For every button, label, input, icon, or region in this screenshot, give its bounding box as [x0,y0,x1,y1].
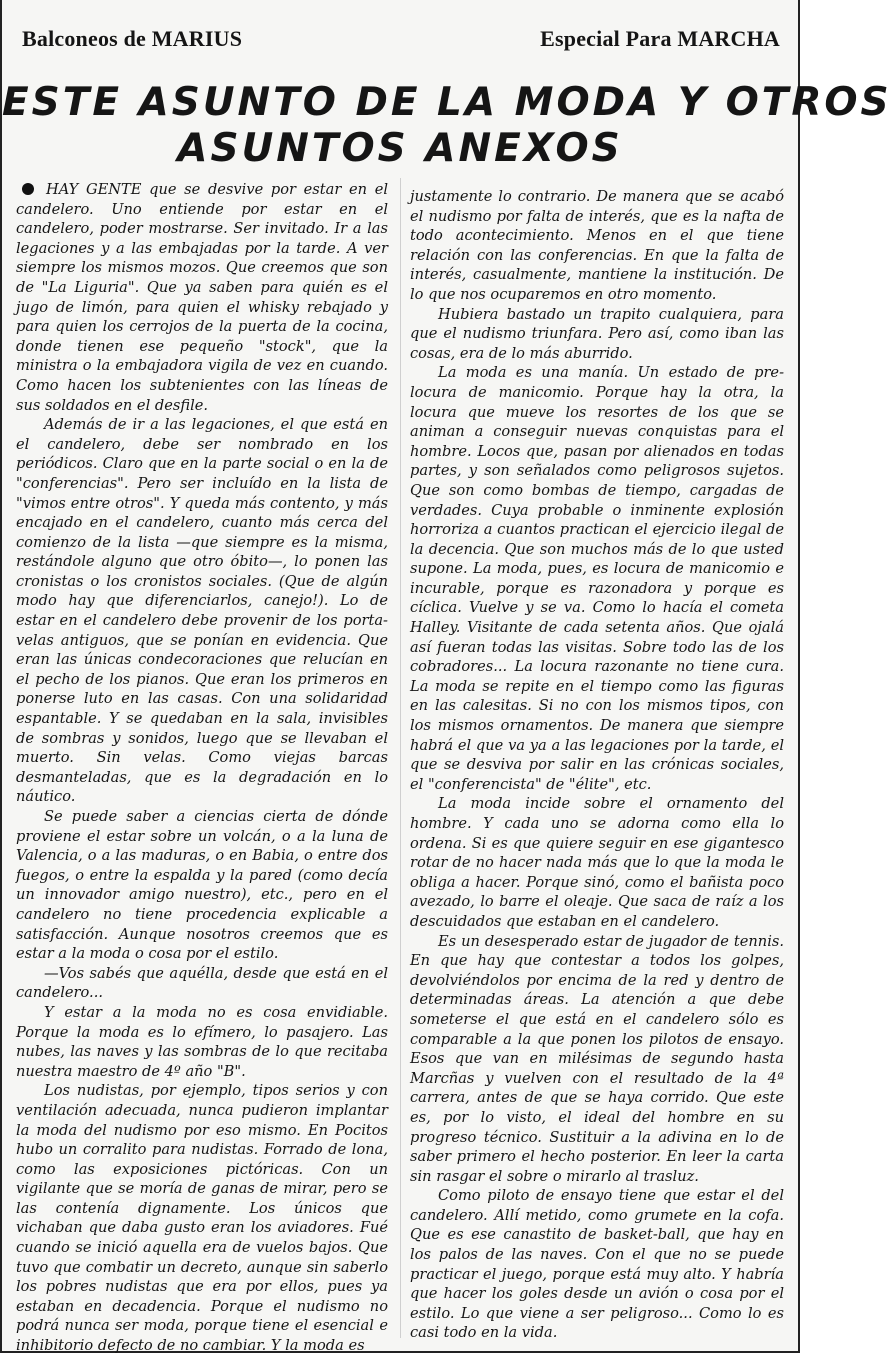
paragraph: Hubiera bastado un trapito cualquiera, para que el nudismo triunfara. Pero así, como iban las cosas, era de lo más aburrido. [410,305,784,362]
paragraph: Además de ir a las legaciones, el que está en el candelero, debe ser nombrado en los periódicos. Claro que en la parte social o en la de "conferencias". Pero ser incluído en la lista de "vimos entre otros". Y queda más contento, y más encajado en el candelero, cuanto más cerca del comienzo de la lista —que siempre es la misma, restándole alguno que otro óbito—, lo ponen las cronistas o los cronistos sociales. (Que de algún modo hay que diferenciarlos, canejo!). Lo de estar en el candelero debe provenir de los porta-velas antiguos, que se ponían en evidencia. Que eran las únicas condecoraciones que relucían en el pecho de los pianos. Que eran los primeros en ponerse luto en las casas. Con una solidaridad espantable. Y se quedaban en la sala, invisibles de sombras y sonidos, luego que se llevaban el muerto. Sin velas. Como viejas barcas desmanteladas, que es la degradación en lo náutico. [16,416,388,806]
bullet-icon [22,183,34,195]
paragraph: Es un desesperado estar de jugador de tennis. En que hay que contestar a todos los golpes, devolviéndolos por encima de la red y dentro de determinadas áreas. La atención a que debe someterse el que está en el candelero sólo es comparable a la que ponen los pilotos de ensayo. Esos que van en milésimas de segundo hasta Marcñas y vuelven con el resultado de la 4ª carrera, antes de que se haya corrido. Que este es, por lo visto, el ideal del hombre en su progreso técnico. Sustituir a la adivina en lo de saber primero el hecho posterior. En leer la carta sin rasgar el sobre o mirarlo al trasluz. [410,932,784,1185]
column-name: Balconeos de MARIUS [22,26,243,51]
article-column-right [410,187,784,1343]
column-divider [400,178,401,1338]
article-column-left [16,180,388,1356]
paragraph: —Vos sabés que aquélla, desde que está en el candelero... [16,964,388,1002]
publication-credit: Especial Para MARCHA [540,26,780,51]
paragraph: Se puede saber a ciencias cierta de dónde proviene el estar sobre un volcán, o a la luna de Valencia, o a las maduras, o en Babia, o entre dos fuegos, o entre la espalda y la pared (como decía un innovador amigo nuestro), etc., pero en el candelero no tiene procedencia explicable a satisfacción. Aunque nosotros creemos que es estar a la moda o cosa por el estilo. [16,808,388,963]
article-title [2,80,892,172]
column-header [2,0,798,70]
title-line-1: ESTE ASUNTO DE LA MODA Y OTROS [2,80,892,125]
paragraph: La moda es una manía. Un estado de pre-locura de manicomio. Porque hay la otra, la locura que mueve los resortes de los que se animan a conseguir nuevas conquistas para el hombre. Locos que, pasan por alienados en todas partes, y son señalados como peligrosos sujetos. Que son como bombas de tiempo, cargadas de verdades. Cuya probable o inminente explosión horroriza a cuantos practican el ejercicio ilegal de la decencia. Que son muchos más de lo que usted supone. La moda, pues, es locura de manicomio e incurable, porque es razonadora y porque es cíclica. Vuelve y se va. Como lo hacía el cometa Halley. Visitante de cada setenta años. Que ojalá así fueran todas las visitas. Sobre todo las de los cobradores... La locura razonante no tiene cura. La moda se repite en el tiempo como las figuras en las calesitas. Si no con los mismos tipos, con los mismos ornamentos. De manera que siempre habrá el que va ya a las legaciones por la tarde, el que se desviva por salir en las crónicas sociales, el "conferencista" de "élite", etc. [410,364,784,793]
title-line-2: ASUNTOS ANEXOS [177,126,623,171]
paragraph-text: HAY GENTE que se desvive por estar en el candelero. Uno entiende por estar en el candelero, poder mostrarse. Ser invitado. Ir a las legaciones y a las embajadas por la tarde. A ver siempre los mismos mozos. Que creemos que son de "La Liguria". Que ya saben para quién es el jugo de limón, para quien el whisky rebajado y para quien los cerrojos de la puerta de la cocina, donde tienen ese pequeño "stock", que la ministra o la embajadora vigila de vez en cuando. Como hacen los subtenientes con las líneas de sus soldados en el desfile. [16,181,388,414]
paragraph: Y estar a la moda no es cosa envidiable. Porque la moda es lo efímero, lo pasajero. Las nubes, las naves y las sombras de lo que recitaba nuestra maestro de 4º año "B". [16,1003,388,1080]
paragraph [16,180,388,415]
paragraph: Los nudistas, por ejemplo, tipos serios y con ventilación adecuada, nunca pudieron implantar la moda del nudismo por eso mismo. En Pocitos hubo un corralito para nudistas. Forrado de lona, como las exposiciones pictóricas. Con un vigilante que se moría de ganas de mirar, pero se las contenía dignamente. Los únicos que vichaban que daba gusto eran los aviadores. Fué cuando se inició aquella era de vuelos bajos. Que tuvo que combatir un decreto, aunque sin saberlo los pobres nudistas que era por ellos, pues ya estaban en decadencia. Porque el nudismo no podrá nunca ser moda, porque tiene el esencial e inhibitorio defecto de no cambiar. Y la moda es [16,1082,388,1355]
paragraph: Como piloto de ensayo tiene que estar el del candelero. Allí metido, como grumete en la cofa. Que es ese canastito de basket-ball, que hay en los palos de las naves. Con el que no se puede practicar el juego, porque está muy alto. Y habría que hacer los goles desde un avión o cosa por el estilo. Lo que viene a ser peligroso... Como lo es casi todo en la vida. [410,1187,784,1342]
paragraph: justamente lo contrario. De manera que se acabó el nudismo por falta de interés, que es la nafta de todo acontecimiento. Menos en el que tiene relación con las conferencias. En que la falta de interés, casualmente, mantiene la institución. De lo que nos ocuparemos en otro momento. [410,188,784,303]
paragraph: La moda incide sobre el ornamento del hombre. Y cada uno se adorna como ella lo ordena. Si es que quiere seguir en ese gigantesco rotar de no hacer nada más que lo que la moda le obliga a hacer. Porque sinó, como el bañista poco avezado, lo barre el oleaje. Que saca de raíz a los descuidados que estaban en el candelero. [410,795,784,930]
